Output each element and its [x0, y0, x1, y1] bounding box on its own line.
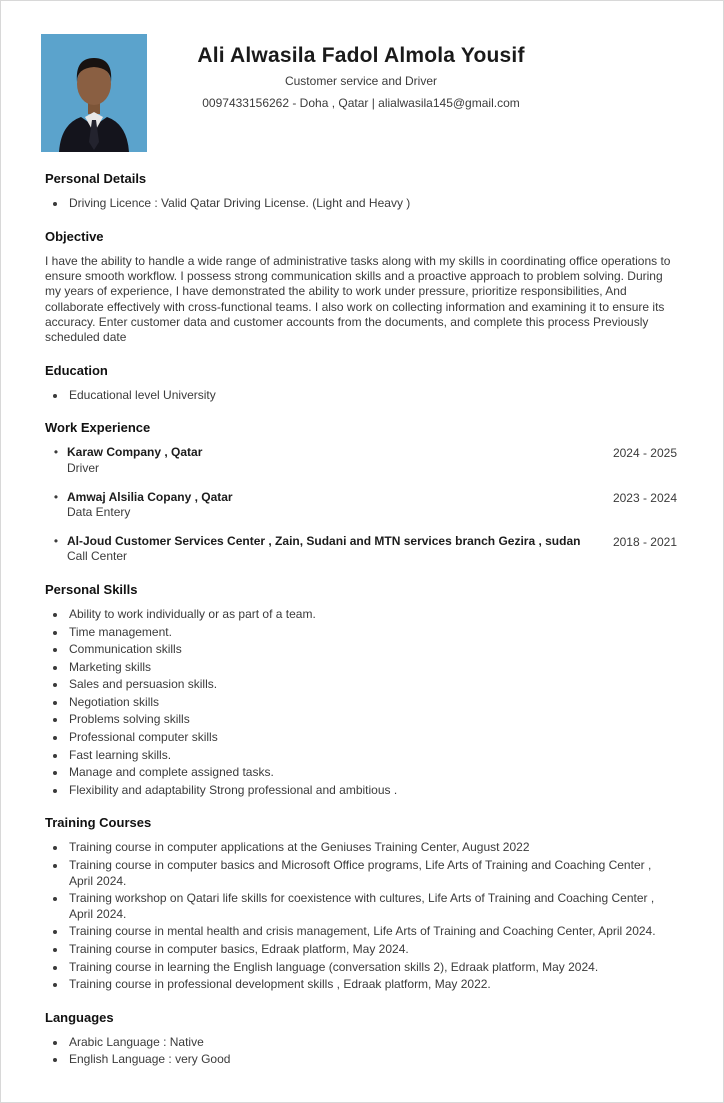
job-company: Amwaj Alsilia Copany , Qatar — [67, 489, 233, 504]
training-courses-heading: Training Courses — [45, 815, 152, 831]
section-languages — [45, 1010, 677, 1068]
list-item: • Training course in professional development skills , Edraak platform, May 2022. — [67, 977, 677, 993]
personal-details-list — [45, 196, 677, 212]
list-item: • Marketing skills — [67, 660, 677, 676]
job-entry — [45, 490, 677, 521]
list-item: • Manage and complete assigned tasks. — [67, 765, 677, 781]
job-entry-left — [45, 534, 580, 565]
section-work-experience — [45, 420, 677, 565]
personal-details-heading: Personal Details — [45, 171, 147, 186]
list-item: • Driving Licence : Valid Qatar Driving License. (Light and Heavy ) — [67, 196, 677, 212]
languages-heading: Languages — [45, 1009, 114, 1025]
list-item: • Professional computer skills — [67, 730, 677, 746]
objective-heading: Objective — [45, 228, 104, 244]
job-entry — [45, 445, 677, 476]
list-item: • Educational level University — [67, 388, 677, 404]
education-list — [45, 388, 677, 404]
section-personal-skills — [45, 582, 677, 799]
job-role: Driver — [67, 460, 99, 475]
job-entry-left — [45, 445, 202, 476]
job-role: Data Entery — [67, 505, 131, 520]
job-entry-left — [45, 490, 233, 521]
list-item: • Arabic Language : Native — [67, 1035, 677, 1051]
list-item: • Training course in computer basics, Edraak platform, May 2024. — [67, 942, 677, 958]
section-personal-details — [45, 171, 677, 212]
training-courses-list — [45, 840, 677, 992]
job-entry — [45, 534, 677, 565]
personal-skills-heading: Personal Skills — [45, 581, 138, 597]
job-company: Al-Joud Customer Services Center , Zain, Sudani and MTN services branch Gezira , sudan — [67, 533, 581, 548]
job-entry-text — [67, 534, 580, 565]
personal-skills-list — [45, 607, 677, 799]
job-role: Call Center — [67, 549, 128, 564]
candidate-name: Ali Alwasila Fadol Almola Yousif — [197, 44, 525, 67]
job-entry-text — [67, 490, 233, 521]
section-training-courses — [45, 815, 677, 992]
list-item: • Training course in computer basics and Microsoft Office programs, Life Arts of Training and Coaching Center , April 2024. — [67, 858, 677, 889]
list-item: • Sales and persuasion skills. — [67, 677, 677, 693]
job-company: Karaw Company , Qatar — [67, 445, 203, 460]
section-objective — [45, 229, 677, 346]
work-experience-heading: Work Experience — [45, 420, 151, 436]
list-item: • Ability to work individually or as part of a team. — [67, 607, 677, 623]
languages-list — [45, 1035, 677, 1068]
profile-photo — [41, 34, 147, 152]
list-item: • Flexibility and adaptability Strong professional and ambitious . — [67, 783, 677, 799]
list-item: • Training workshop on Qatari life skills for coexistence with cultures, Life Arts of Training and Coaching Center , April 2024. — [67, 891, 677, 922]
bullet-icon: • — [53, 533, 59, 548]
list-item: • Fast learning skills. — [67, 748, 677, 764]
list-item: • Communication skills — [67, 642, 677, 658]
objective-text: I have the ability to handle a wide range of administrative tasks along with my skills in coordinating office operations to ensure smooth workflow. I possess strong communication skills and a proactive approach to problem solving. During my years of experience, I have demonstrated the ability to work under pressure, prioritize responsibilities, And collaborate effectively with cross-functional teams. I also work on collecting information and examining it to ensure its accuracy. Enter customer data and customer accounts from the documents, and complete this process Previously scheduled date — [45, 253, 671, 345]
bullet-icon: • — [53, 489, 59, 504]
profile-photo-image — [41, 34, 147, 152]
job-dates: 2023 - 2024 — [612, 490, 677, 505]
job-entry-text — [67, 445, 202, 476]
resume-header — [45, 34, 677, 154]
list-item: • Training course in computer applications at the Geniuses Training Center, August 2022 — [67, 840, 677, 856]
list-item: • Problems solving skills — [67, 712, 677, 728]
bullet-icon: • — [53, 445, 59, 460]
list-item: • Training course in learning the English language (conversation skills 2), Edraak platform, May 2024. — [67, 960, 677, 976]
list-item: • Negotiation skills — [67, 695, 677, 711]
section-education — [45, 363, 677, 404]
list-item: • Training course in mental health and crisis management, Life Arts of Training and Coaching Center, April 2024. — [67, 924, 677, 940]
job-dates: 2018 - 2021 — [612, 534, 677, 549]
list-item: • English Language : very Good — [67, 1052, 677, 1068]
candidate-title: Customer service and Driver — [284, 74, 438, 88]
contact-line: 0097433156262 - Doha , Qatar | alialwasila145@gmail.com — [202, 96, 520, 110]
education-heading: Education — [45, 362, 108, 378]
list-item: • Time management. — [67, 625, 677, 641]
job-dates: 2024 - 2025 — [612, 446, 677, 461]
